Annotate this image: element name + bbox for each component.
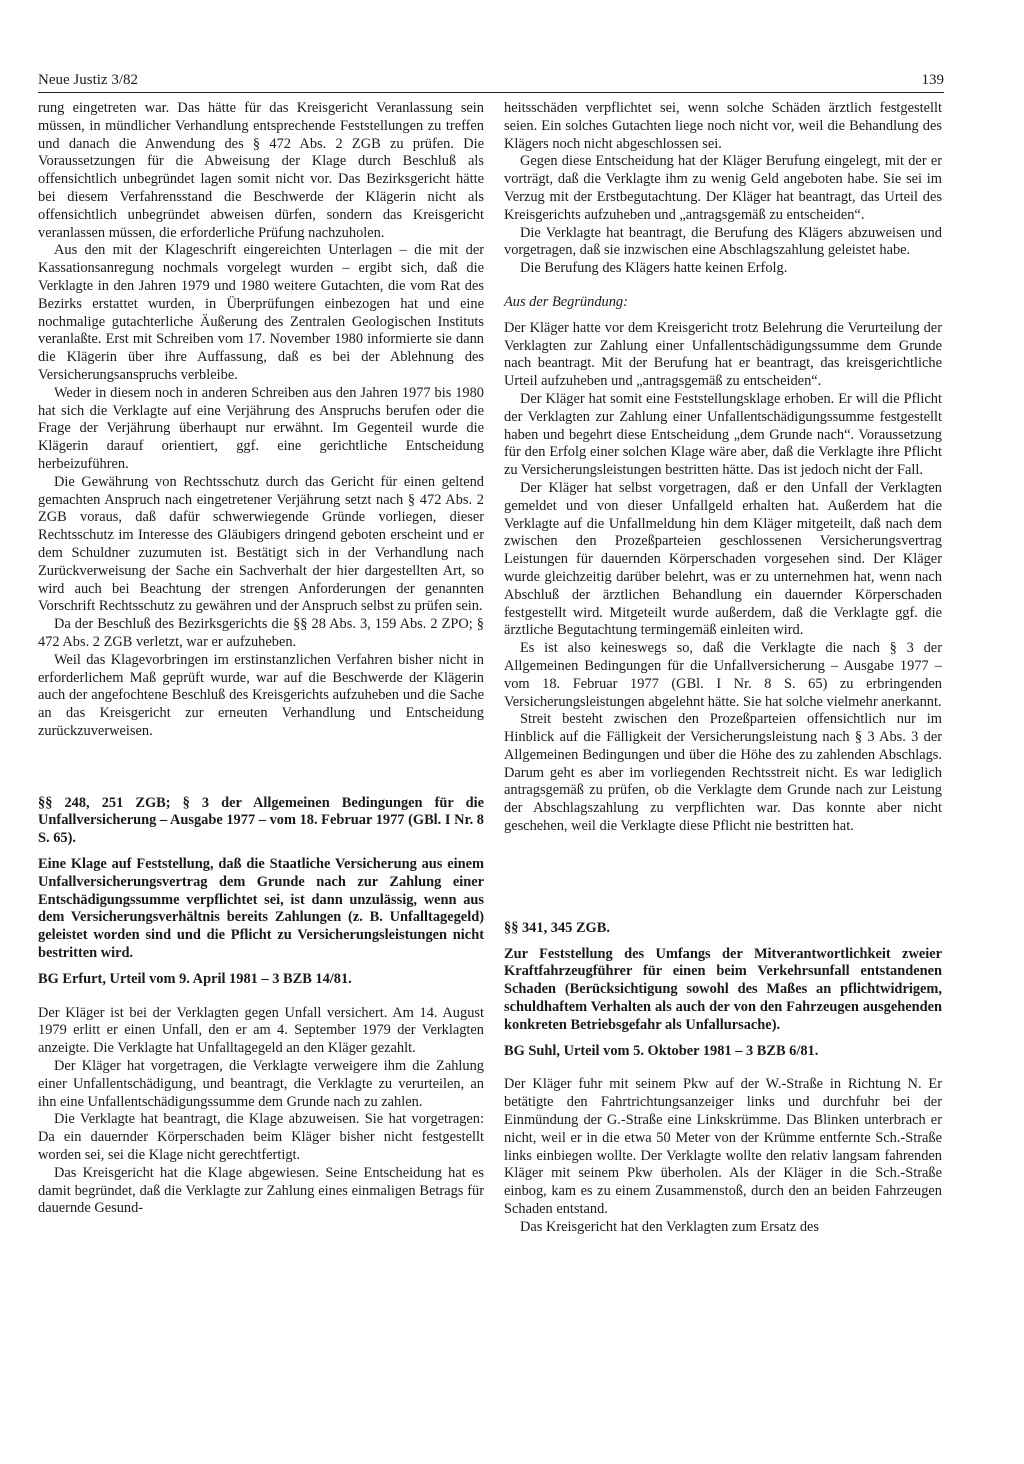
reasons-heading: Aus der Begründung: [504, 293, 628, 310]
body-paragraph: Die Verklagte hat beantragt, die Berufung des Klägers abzuweisen und vorgetragen, daß sie inzwischen eine Abschlagszahlung geleistet habe. [504, 224, 942, 259]
reasons-paragraph: Der Kläger hat somit eine Feststellungsklage erhoben. Er will die Pflicht der Verklagten zur Zahlung einer Unfallentschädigungssumme festgestellt haben und begehrt diese Entscheidung „dem Grunde nach“. Voraussetzung für den Erfolg einer solchen Klage wäre aber, daß die Verklagte ihre Pflicht zu Versicherungsleistungen bestritten hätte. Das ist jedoch nicht der Fall. [504, 390, 942, 479]
reasons-paragraph: Der Kläger hat selbst vorgetragen, daß er den Unfall der Verklagten gemeldet und von dieser Unfallgeld erhalten hat. Außerdem hat die Verklagte auf die Unfallmeldung hin dem Kläger mitgeteilt, daß nach dem zwischen den Prozeßparteien geschlossenen Versicherungsvertrag Leistungen für dauernden Körperschaden vorgesehen sind. Der Kläger wurde gleichzeitig darüber belehrt, was er zu unternehmen hat, wenn nach Abschluß der ärztlichen Behandlung ein dauernder Körperschaden festgestellt wird. Mitgeteilt wurde außerdem, daß die Verklagte ggf. die ärztliche Begutachtung termingemäß einleiten wird. [504, 479, 942, 639]
body-paragraph: Gegen diese Entscheidung hat der Kläger Berufung eingelegt, mit der er vorträgt, daß die Verklagte ihm zu wenig Geld angeboten habe. Sie sei im Verzug mit der Erstbegutachtung. Der Kläger hat beantragt, das Urteil des Kreisgerichts aufzuheben und „antragsgemäß zu entscheiden“. [504, 153, 942, 223]
case-paragraph: Der Kläger fuhr mit seinem Pkw auf der W.-Straße in Richtung N. Er betätigte den Fahrtrichtungsanzeiger links und durchfuhr bei der Einmündung der G.-Straße eine Linkskrümme. Das Blinken unterbrach er nicht, weil er in die etwa 50 Meter von der Krümme entfernte Sch.-Straße links einbiegen wollte. Der Verklagte wollte den relativ langsam fahrenden Kläger mit seinem Pkw überholen. Als der Kläger in die Sch.-Straße einbog, kam es zu einem Zusammenstoß, durch den an beiden Fahrzeugen Schaden entstand. [504, 1076, 942, 1218]
body-paragraph: Weder in diesem noch in anderen Schreiben aus den Jahren 1977 bis 1980 hat sich die Verklagte auf eine Verjährung des Anspruchs berufen oder die Frage der Verjährung überhaupt nur erwähnt. Im Gegenteil wurde die Klägerin darauf orientiert, ggf. eine gerichtliche Entscheidung herbeizuführen. [38, 384, 484, 472]
running-header [38, 70, 944, 93]
left-column [38, 100, 484, 1218]
case-paragraph: Die Verklagte hat beantragt, die Klage abzuweisen. Sie hat vorgetragen: Da ein dauernder Körperschaden beim Kläger bisher nicht festgestellt worden sei, sei die Klage nicht gerechtfertigt. [38, 1111, 484, 1164]
case-paragraph: Das Kreisgericht hat den Verklagten zum Ersatz des [520, 1218, 820, 1235]
case-citation: §§ 341, 345 ZGB. [504, 919, 610, 936]
case-paragraph: Der Kläger ist bei der Verklagten gegen Unfall versichert. Am 14. August 1979 erlitt er einen Unfall, den er am 4. September 1979 der Verklagten anzeigte. Die Verklagte hat Unfalltagegeld an den Kläger gezahlt. [38, 1004, 484, 1057]
body-paragraph: Die Gewährung von Rechtsschutz durch das Gericht für einen geltend gemachten Anspruch nach eingetretener Verjährung setzt nach § 472 Abs. 2 ZGB voraus, daß dafür schwerwiegende Gründe vorliegen, dieser Rechtsschutz im Interesse des Gläubigers dringend geboten erscheint und er dem Schuldner zuzumuten ist. Bestätigt sich in der Verhandlung nach Zurückverweisung der Sache ein Sachverhalt der hier dargestellten Art, so wird auch bei Beachtung der strengen Anforderungen der genannten Vorschrift Rechtsschutz zu gewähren und der Anspruch selbst zu prüfen sein. [38, 473, 484, 615]
body-paragraph: Aus den mit der Klageschrift eingereichten Unterlagen – die mit der Kassationsanregung nochmals vorgelegt wurden – ergibt sich, daß die Verklagte in den Jahren 1979 und 1980 weitere Gutachten, die vom Rat des Bezirks erstattet wurden, in Überprüfungen einbezogen hat und eine nochmalige gutachterliche Äußerung des Zentralen Geologischen Instituts veranlaßte. Erst mit Schreiben vom 17. November 1980 informierte sie dann die Klägerin über ihre Auffassung, daß es bei der Ablehnung des Versicherungsanspruchs verbleibe. [38, 242, 484, 383]
body-paragraph: Weil das Klagevorbringen im erstinstanzlichen Verfahren bisher nicht in erforderlichem Maß geprüft wurde, war auf die Beschwerde der Klägerin auch der angefochtene Beschluß des Kreisgerichts aufzuheben und die Sache an das Kreisgericht zur erneuten Verhandlung und Entscheidung zurückzuverweisen. [38, 651, 484, 739]
page-number: 139 [921, 72, 944, 88]
reasons-paragraph: Streit besteht zwischen den Prozeßparteien offensichtlich nur im Hinblick auf die Fälligkeit der Versicherungsleistung nach § 3 Abs. 3 der Allgemeinen Bedingungen und über die Höhe des zu zahlenden Abschlags. Darum geht es aber im vorliegenden Rechtsstreit nicht. Es war lediglich antragsgemäß zu prüfen, ob die Verklagte dem Grunde nach zur Leistung der Abschlagszahlung zu verpflichten war. Das konnte aber nicht geschehen, weil die Verklagte diese Pflicht nie bestritten hat. [504, 711, 942, 835]
reasons-paragraph: Der Kläger hatte vor dem Kreisgericht trotz Belehrung die Verurteilung der Verklagten zur Zahlung einer Unfallentschädigungssumme dem Grunde nach beantragt. Mit der Berufung hat er beantragt, das kreisgerichtliche Urteil aufzuheben und „antragsgemäß zu entscheiden“. [504, 319, 942, 390]
body-paragraph: Die Berufung des Klägers hatte keinen Erfolg. [520, 260, 788, 277]
case-paragraph: Das Kreisgericht hat die Klage abgewiesen. Seine Entscheidung hat es damit begründet, daß die Verklagte zur Zahlung eines einmaligen Betrags für dauernde Gesund- [38, 1164, 484, 1217]
case-headnote: Eine Klage auf Feststellung, daß die Staatliche Versicherung aus einem Unfallversicherungsvertrag dem Grunde nach zur Zahlung einer Entschädigungssumme verpflichtet sei, ist dann unzulässig, wenn aus dem Versicherungsverhältnis bereits Zahlungen (z. B. Unfalltagegeld) geleistet worden sind und die Pflicht zu Versicherungsleistungen nicht bestritten wird. [38, 856, 484, 962]
body-paragraph: Da der Beschluß des Bezirksgerichts die §§ 28 Abs. 3, 159 Abs. 2 ZPO; § 472 Abs. 2 ZGB verletzt, war er aufzuheben. [38, 616, 484, 650]
case-court: BG Suhl, Urteil vom 5. Oktober 1981 – 3 BZB 6/81. [504, 1042, 819, 1059]
reasons-paragraph: Es ist also keineswegs so, daß die Verklagte die nach § 3 der Allgemeinen Bedingungen für die Unfallversicherung – Ausgabe 1977 – vom 18. Februar 1977 (GBl. I Nr. 8 S. 65) zu erbringenden Versicherungsleistungen abgelehnt hätte. Sie hat solche vielmehr anerkannt. [504, 640, 942, 710]
case-headnote: Zur Feststellung des Umfangs der Mitverantwortlichkeit zweier Kraftfahrzeugführer für einen beim Verkehrsunfall entstandenen Schaden (Berücksichtigung sowohl des Maßes an pflichtwidrigem, schuldhaftem Verhalten als auch der von den Fahrzeugen ausgehenden konkreten Betriebsgefahr als Unfallursache). [504, 945, 942, 1033]
body-paragraph: heitsschäden verpflichtet sei, wenn solche Schäden ärztlich festgestellt seien. Ein solches Gutachten liege noch nicht vor, weil die Behandlung des Klägers noch nicht abgeschlossen sei. [504, 100, 942, 152]
case-court: BG Erfurt, Urteil vom 9. April 1981 – 3 BZB 14/81. [38, 970, 352, 987]
case-citation: §§ 248, 251 ZGB; § 3 der Allgemeinen Bedingungen für die Unfallversicherung – Ausgabe 1977 – vom 18. Februar 1977 (GBl. I Nr. 8 S. 65). [38, 794, 484, 847]
journal-issue: Neue Justiz 3/82 [38, 72, 138, 88]
body-paragraph: rung eingetreten war. Das hätte für das Kreisgericht Veranlassung sein müssen, in mündlicher Verhandlung entsprechende Feststellungen zu treffen und danach die Anwendung des § 472 Abs. 2 ZGB zu prüfen. Die Voraussetzungen für die Abweisung der Klage durch Beschluß als offensichtlich unbegründet lagen somit nicht vor. Das Bezirksgericht hätte bei diesem Verfahrensstand die Beschwerde der Klägerin nicht als offensichtlich unbegründet abweisen dürfen, sondern das Kreisgericht veranlassen müssen, die erforderliche Prüfung nachzuholen. [38, 100, 484, 241]
right-column [504, 100, 942, 1237]
case-paragraph: Der Kläger hat vorgetragen, die Verklagte verweigere ihm die Zahlung einer Unfallentschädigung, und beantragt, die Verklagte zu verurteilen, an ihn eine Unfallentschädigungssumme dem Grunde nach zu zahlen. [38, 1058, 484, 1110]
